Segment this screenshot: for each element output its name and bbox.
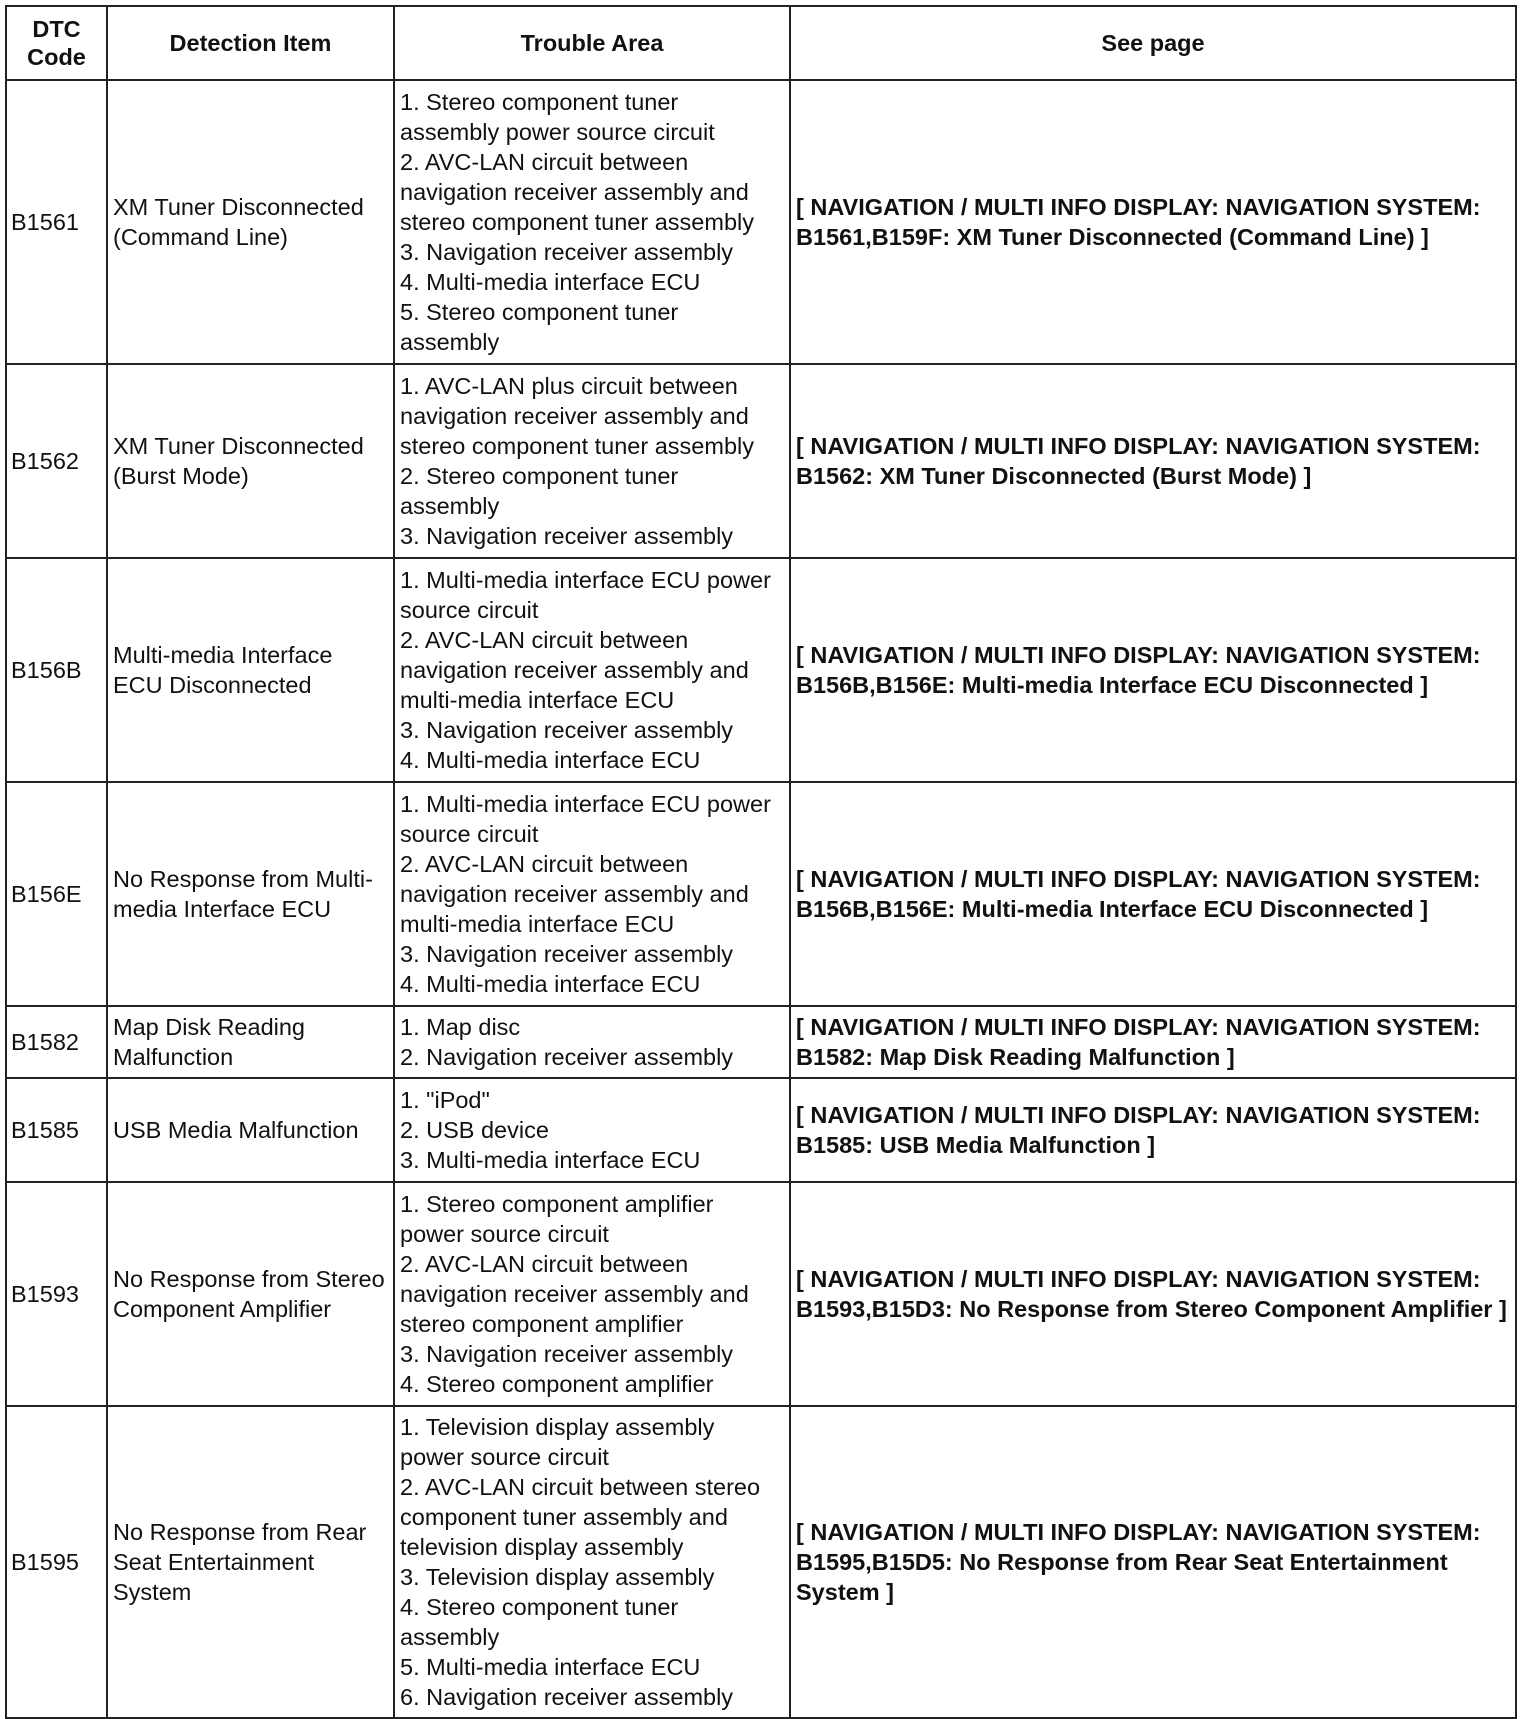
dtc-table — [5, 5, 1517, 1719]
table-row — [6, 1406, 1516, 1718]
table-row — [6, 80, 1516, 364]
table-row — [6, 1078, 1516, 1182]
trouble-item: 4. Multi-media interface ECU — [400, 269, 701, 295]
trouble-item: 3. Multi-media interface ECU — [400, 1147, 701, 1173]
detection-item: USB Media Malfunction — [107, 1078, 394, 1182]
trouble-item: 1. Stereo component amplifier power source circuit — [400, 1191, 714, 1247]
trouble-item: 1. Multi-media interface ECU power source circuit — [400, 567, 771, 623]
trouble-item: 3. Navigation receiver assembly — [400, 239, 734, 265]
trouble-item: 3. Navigation receiver assembly — [400, 941, 734, 967]
trouble-item: 2. AVC-LAN circuit between navigation receiver assembly and multi-media interface ECU — [400, 851, 749, 937]
table-row — [6, 1006, 1516, 1078]
table-row — [6, 1182, 1516, 1406]
trouble-area — [394, 1406, 790, 1718]
trouble-area — [394, 1182, 790, 1406]
detection-item: No Response from Stereo Component Amplifier — [107, 1182, 394, 1406]
see-page-link[interactable]: [ NAVIGATION / MULTI INFO DISPLAY: NAVIGATION SYSTEM: B156B,B156E: Multi-media Interface ECU Disconnected ] — [790, 558, 1516, 782]
table-row — [6, 364, 1516, 558]
trouble-item: 1. AVC-LAN plus circuit between navigation receiver assembly and stereo component tuner assembly — [400, 373, 754, 459]
see-page-link[interactable]: [ NAVIGATION / MULTI INFO DISPLAY: NAVIGATION SYSTEM: B1582: Map Disk Reading Malfunction ] — [790, 1006, 1516, 1078]
see-page-link[interactable]: [ NAVIGATION / MULTI INFO DISPLAY: NAVIGATION SYSTEM: B1595,B15D5: No Response from Rear Seat Entertainment System ] — [790, 1406, 1516, 1718]
trouble-item: 1. Television display assembly power source circuit — [400, 1414, 715, 1470]
trouble-item: 1. Map disc — [400, 1014, 521, 1040]
trouble-item: 3. Navigation receiver assembly — [400, 523, 734, 549]
trouble-item: 4. Multi-media interface ECU — [400, 747, 701, 773]
trouble-item: 2. AVC-LAN circuit between navigation receiver assembly and multi-media interface ECU — [400, 627, 749, 713]
trouble-area — [394, 1006, 790, 1078]
trouble-area — [394, 80, 790, 364]
header-dtc-code: DTC Code — [6, 6, 107, 80]
see-page-link[interactable]: [ NAVIGATION / MULTI INFO DISPLAY: NAVIGATION SYSTEM: B1561,B159F: XM Tuner Disconnected (Command Line) ] — [790, 80, 1516, 364]
trouble-item: 2. AVC-LAN circuit between navigation receiver assembly and stereo component tuner assembly — [400, 149, 754, 235]
trouble-item: 4. Multi-media interface ECU — [400, 971, 701, 997]
detection-item: No Response from Multi-media Interface ECU — [107, 782, 394, 1006]
dtc-code: B1561 — [6, 80, 107, 364]
table-row — [6, 782, 1516, 1006]
dtc-code: B1582 — [6, 1006, 107, 1078]
table-row — [6, 558, 1516, 782]
trouble-item: 3. Navigation receiver assembly — [400, 717, 734, 743]
dtc-code: B1562 — [6, 364, 107, 558]
trouble-area — [394, 558, 790, 782]
trouble-item: 5. Multi-media interface ECU — [400, 1654, 701, 1680]
trouble-item: 2. Navigation receiver assembly — [400, 1044, 734, 1070]
trouble-item: 6. Navigation receiver assembly — [400, 1684, 734, 1710]
detection-item: No Response from Rear Seat Entertainment System — [107, 1406, 394, 1718]
header-detection-item: Detection Item — [107, 6, 394, 80]
trouble-item: 4. Stereo component amplifier — [400, 1371, 714, 1397]
trouble-item: 2. AVC-LAN circuit between stereo component tuner assembly and television display assembly — [400, 1474, 761, 1560]
header-row — [6, 6, 1516, 80]
trouble-area — [394, 1078, 790, 1182]
see-page-link[interactable]: [ NAVIGATION / MULTI INFO DISPLAY: NAVIGATION SYSTEM: B1585: USB Media Malfunction ] — [790, 1078, 1516, 1182]
see-page-link[interactable]: [ NAVIGATION / MULTI INFO DISPLAY: NAVIGATION SYSTEM: B1593,B15D3: No Response from Stereo Component Amplifier ] — [790, 1182, 1516, 1406]
detection-item: Map Disk Reading Malfunction — [107, 1006, 394, 1078]
detection-item: XM Tuner Disconnected (Burst Mode) — [107, 364, 394, 558]
trouble-item: 3. Television display assembly — [400, 1564, 715, 1590]
trouble-item: 2. Stereo component tuner assembly — [400, 463, 679, 519]
detection-item: XM Tuner Disconnected (Command Line) — [107, 80, 394, 364]
dtc-code: B156B — [6, 558, 107, 782]
dtc-code: B156E — [6, 782, 107, 1006]
trouble-item: 5. Stereo component tuner assembly — [400, 299, 679, 355]
trouble-area — [394, 782, 790, 1006]
trouble-item: 4. Stereo component tuner assembly — [400, 1594, 679, 1650]
table-body — [6, 80, 1516, 1718]
dtc-code: B1593 — [6, 1182, 107, 1406]
dtc-code: B1585 — [6, 1078, 107, 1182]
trouble-item: 2. USB device — [400, 1117, 549, 1143]
trouble-item: 2. AVC-LAN circuit between navigation receiver assembly and stereo component amplifier — [400, 1251, 749, 1337]
trouble-item: 1. Stereo component tuner assembly power source circuit — [400, 89, 715, 145]
trouble-area — [394, 364, 790, 558]
trouble-item: 1. "iPod" — [400, 1087, 490, 1113]
see-page-link[interactable]: [ NAVIGATION / MULTI INFO DISPLAY: NAVIGATION SYSTEM: B1562: XM Tuner Disconnected (Burst Mode) ] — [790, 364, 1516, 558]
trouble-item: 3. Navigation receiver assembly — [400, 1341, 734, 1367]
trouble-item: 1. Multi-media interface ECU power source circuit — [400, 791, 771, 847]
header-trouble-area: Trouble Area — [394, 6, 790, 80]
detection-item: Multi-media Interface ECU Disconnected — [107, 558, 394, 782]
header-see-page: See page — [790, 6, 1516, 80]
see-page-link[interactable]: [ NAVIGATION / MULTI INFO DISPLAY: NAVIGATION SYSTEM: B156B,B156E: Multi-media Interface ECU Disconnected ] — [790, 782, 1516, 1006]
dtc-code: B1595 — [6, 1406, 107, 1718]
